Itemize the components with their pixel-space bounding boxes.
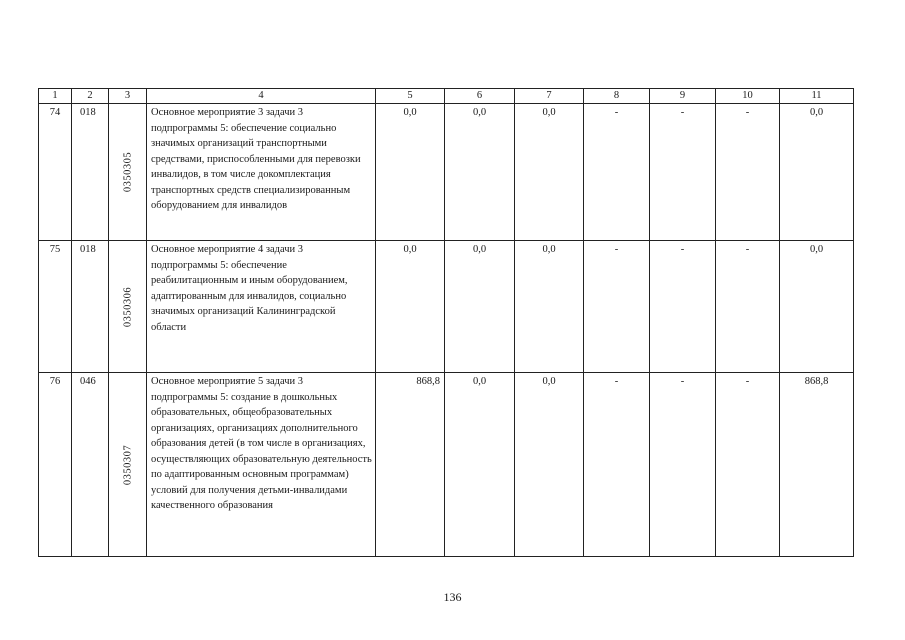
value-col-8: - — [584, 373, 650, 557]
header-col-9: 9 — [650, 89, 716, 104]
header-col-11: 11 — [780, 89, 854, 104]
header-col-3: 3 — [109, 89, 147, 104]
description: Основное мероприятие 5 задачи 3 подпрограммы 5: создание в дошкольных образовательных, общеобразовательных организациях, организациях дополнительного образования детей (в том числе в организациях, осуществляющих образовательную деятельность по адаптированным основным программам) условий для получения детьми-инвалидами качественного образования — [147, 373, 376, 557]
code-col-2: 018 — [72, 241, 109, 373]
value-col-10: - — [716, 241, 780, 373]
header-col-6: 6 — [445, 89, 515, 104]
value-col-7: 0,0 — [515, 373, 584, 557]
row-number: 74 — [39, 104, 72, 241]
header-col-2: 2 — [72, 89, 109, 104]
page-number: 136 — [443, 590, 462, 604]
code-col-3: 0350305 — [121, 151, 133, 193]
value-col-6: 0,0 — [445, 373, 515, 557]
value-col-5: 0,0 — [376, 104, 445, 241]
value-col-5: 0,0 — [376, 241, 445, 373]
code-col-2: 018 — [72, 104, 109, 241]
code-col-2: 046 — [72, 373, 109, 557]
value-col-9: - — [650, 373, 716, 557]
value-col-7: 0,0 — [515, 241, 584, 373]
value-col-11: 868,8 — [780, 373, 854, 557]
value-col-10: - — [716, 104, 780, 241]
budget-table — [38, 88, 854, 557]
header-col-8: 8 — [584, 89, 650, 104]
value-col-6: 0,0 — [445, 241, 515, 373]
code-col-3-cell — [109, 104, 147, 241]
value-col-9: - — [650, 241, 716, 373]
value-col-6: 0,0 — [445, 104, 515, 241]
value-col-11: 0,0 — [780, 241, 854, 373]
table-row — [39, 104, 854, 241]
description: Основное мероприятие 4 задачи 3 подпрограммы 5: обеспечение реабилитационным и иным оборудованием, адаптированным для инвалидов, социально значимых организаций Калининградской области — [147, 241, 376, 373]
header-col-5: 5 — [376, 89, 445, 104]
value-col-8: - — [584, 241, 650, 373]
code-col-3-cell — [109, 373, 147, 557]
header-col-10: 10 — [716, 89, 780, 104]
code-col-3: 0350306 — [121, 286, 133, 327]
header-row — [39, 89, 854, 104]
value-col-5: 868,8 — [376, 373, 445, 557]
value-col-11: 0,0 — [780, 104, 854, 241]
description: Основное мероприятие 3 задачи 3 подпрограммы 5: обеспечение социально значимых организаций транспортными средствами, приспособленными для перевозки инвалидов, в том числе докомплектация транспортных средств специализированным оборудованием для инвалидов — [147, 104, 376, 241]
row-number: 76 — [39, 373, 72, 557]
table-row — [39, 241, 854, 373]
table-row — [39, 373, 854, 557]
value-col-9: - — [650, 104, 716, 241]
value-col-8: - — [584, 104, 650, 241]
header-col-7: 7 — [515, 89, 584, 104]
header-col-4: 4 — [147, 89, 376, 104]
value-col-7: 0,0 — [515, 104, 584, 241]
value-col-10: - — [716, 373, 780, 557]
code-col-3-cell — [109, 241, 147, 373]
code-col-3: 0350307 — [121, 444, 133, 485]
header-col-1: 1 — [39, 89, 72, 104]
row-number: 75 — [39, 241, 72, 373]
